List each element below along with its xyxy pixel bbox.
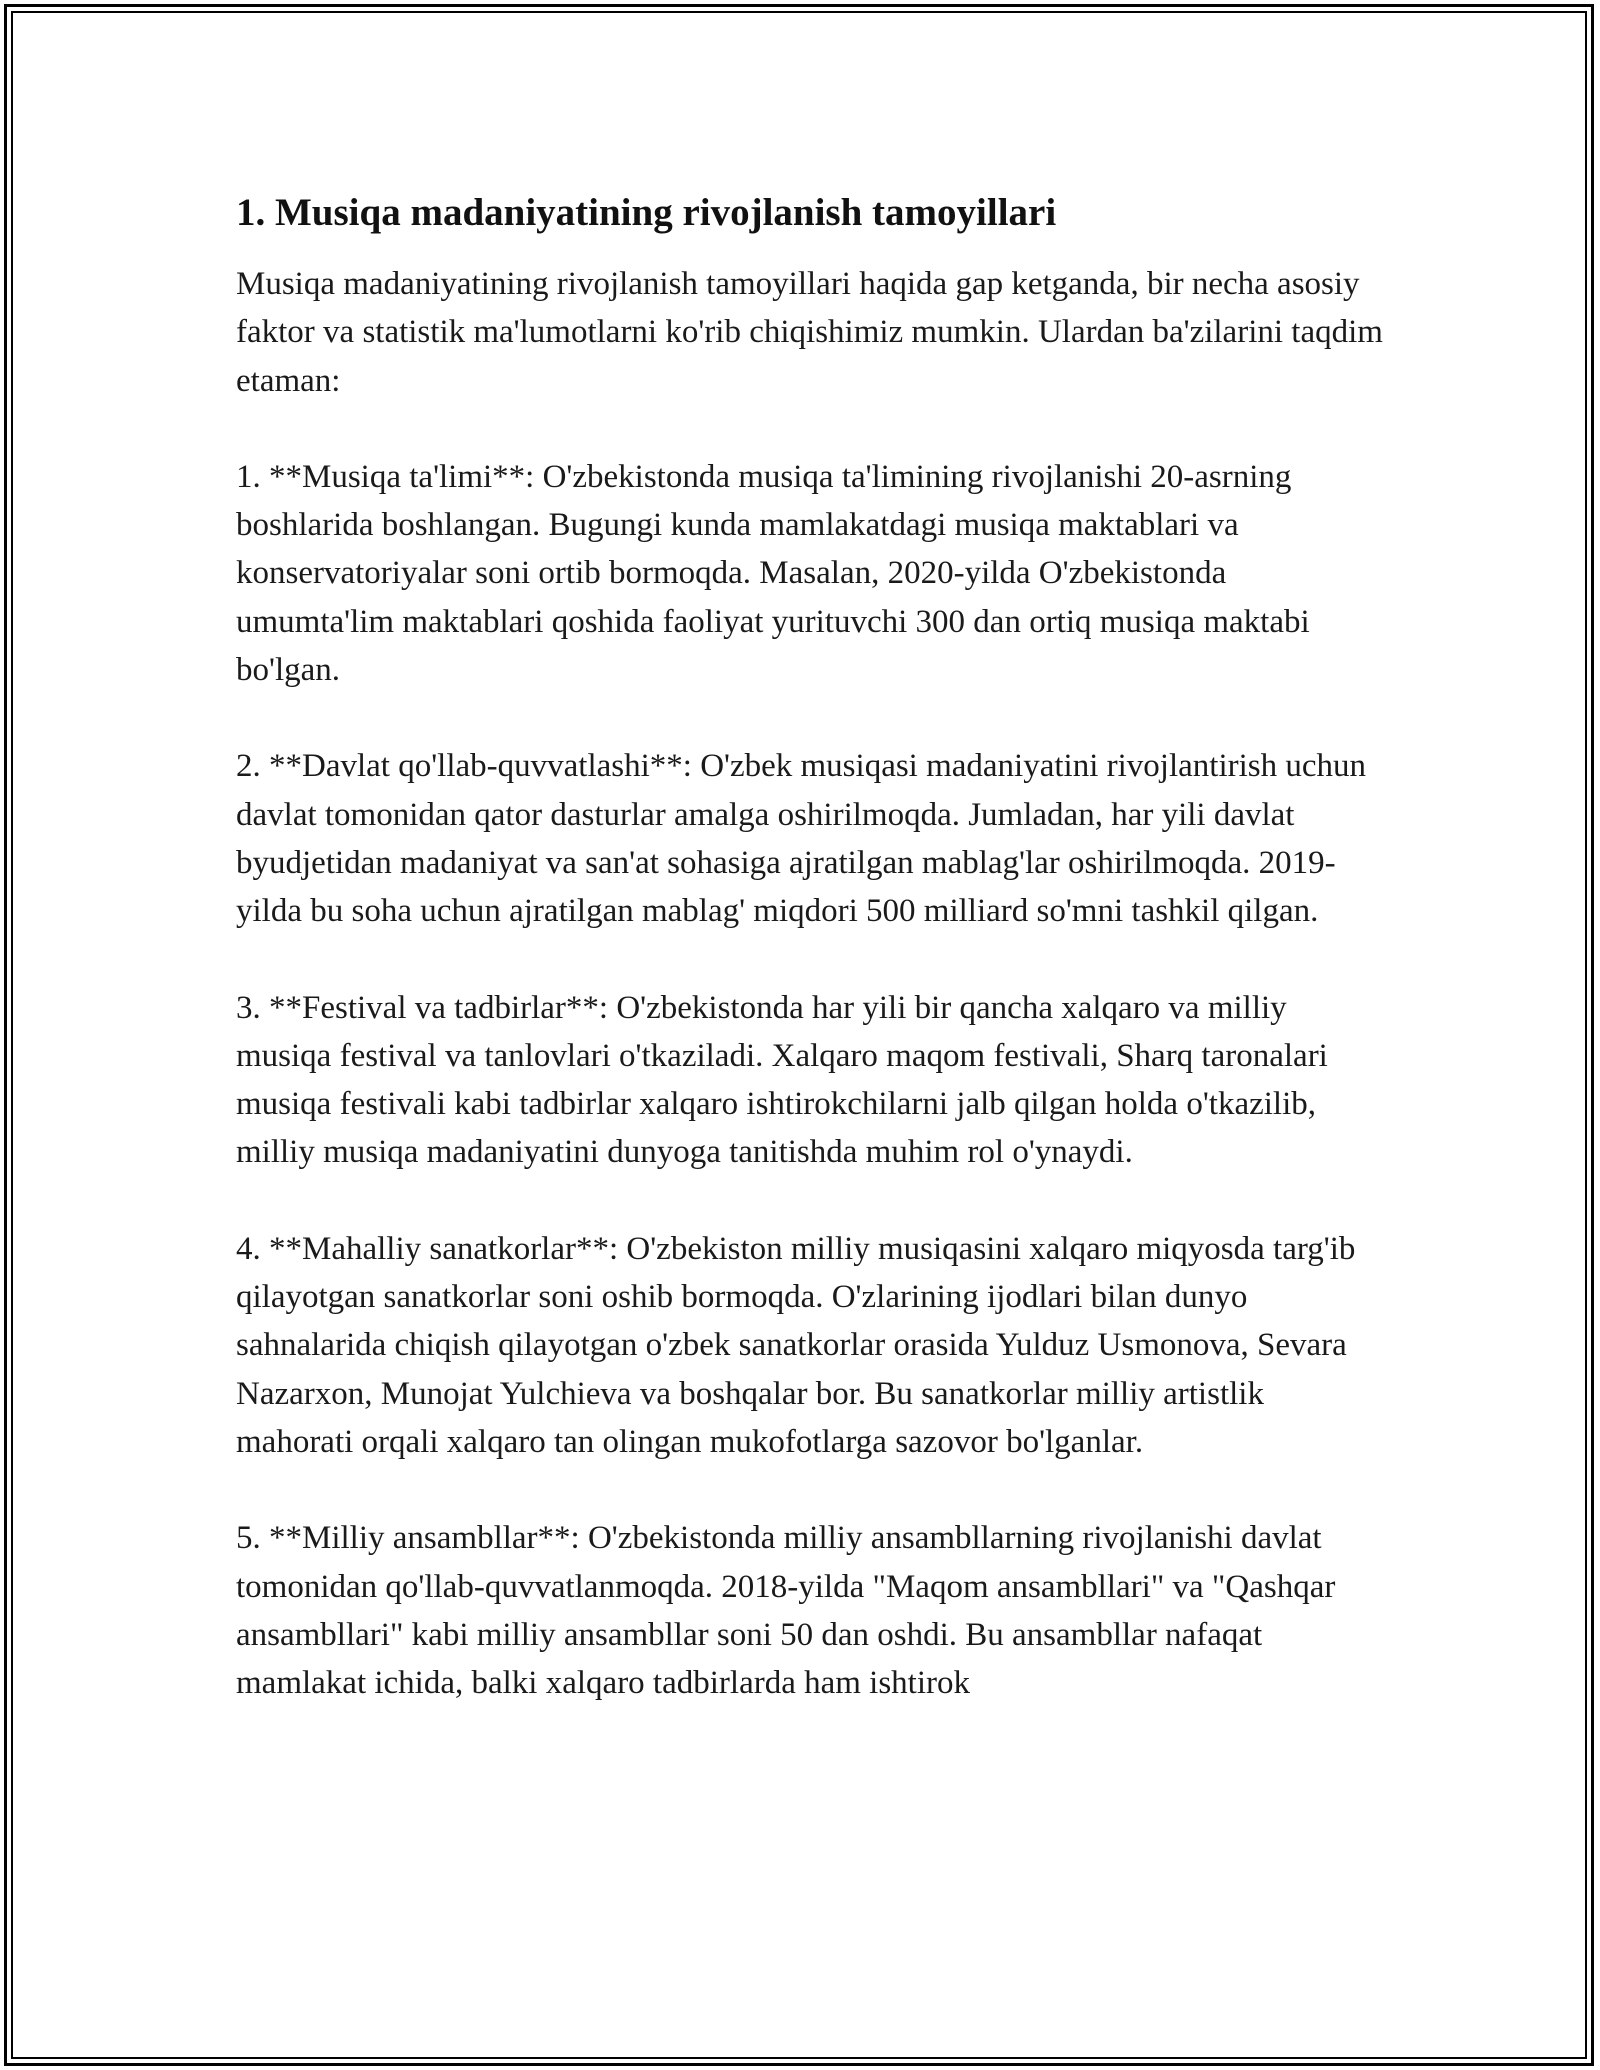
document-body bbox=[236, 188, 1386, 1755]
paragraph-music-education: 1. **Musiqa ta'limi**: O'zbekistonda musiqa ta'limining rivojlanishi 20-asrning boshlarida boshlangan. Bugungi kunda mamlakatdagi musiqa maktablari va konservatoriyalar soni ortib bormoqda. Masalan, 2020-yilda O'zbekistonda umumta'lim maktablari qoshida faoliyat yurituvchi 300 dan ortiq musiqa maktabi bo'lgan. bbox=[236, 458, 1310, 689]
intro-paragraph: Musiqa madaniyatining rivojlanish tamoyillari haqida gap ketganda, bir necha asosiy faktor va statistik ma'lumotlarni ko'rib chiqishimiz mumkin. Ulardan ba'zilarini taqdim etaman: bbox=[236, 266, 1383, 399]
paragraph-local-artists: 4. **Mahalliy sanatkorlar**: O'zbekiston milliy musiqasini xalqaro miqyosda targ'ib qilayotgan sanatkorlar soni oshib bormoqda. O'zlarining ijodlari bilan dunyo sahnalarida chiqish qilayotgan o'zbek sanatkorlar orasida Yulduz Usmonova, Sevara Nazarxon, Munojat Yulchieva va boshqalar bor. Bu sanatkorlar milliy artistlik mahorati orqali xalqaro tan olingan mukofotlarga sazovor bo'lganlar. bbox=[236, 1230, 1356, 1460]
paragraph-national-ensembles: 5. **Milliy ansambllar**: O'zbekistonda milliy ansambllarning rivojlanishi davlat tomonidan qo'llab-quvvatlanmoqda. 2018-yilda "Maqom ansambllari" va "Qashqar ansambllari" kabi milliy ansambllar soni 50 dan oshdi. Bu ansambllar nafaqat mamlakat ichida, balki xalqaro tadbirlarda ham ishtirok bbox=[236, 1520, 1336, 1702]
paragraph-state-support: 2. **Davlat qo'llab-quvvatlashi**: O'zbek musiqasi madaniyatini rivojlantirish uchun davlat tomonidan qator dasturlar amalga oshirilmoqda. Jumladan, har yili davlat byudjetidan madaniyat va san'at sohasiga ajratilgan mablag'lar oshirilmoqda. 2019-yilda bu soha uchun ajratilgan mablag' miqdori 500 milliard so'mni tashkil qilgan. bbox=[236, 748, 1367, 930]
paragraph-festivals: 3. **Festival va tadbirlar**: O'zbekistonda har yili bir qancha xalqaro va milliy musiqa festival va tanlovlari o'tkaziladi. Xalqaro maqom festivali, Sharq taronalari musiqa festivali kabi tadbirlar xalqaro ishtirokchilarni jalb qilgan holda o'tkazilib, milliy musiqa madaniyatini dunyoga tanitishda muhim rol o'ynaydi. bbox=[236, 989, 1328, 1171]
section-heading: 1. Musiqa madaniyatining rivojlanish tamoyillari bbox=[236, 191, 1057, 234]
